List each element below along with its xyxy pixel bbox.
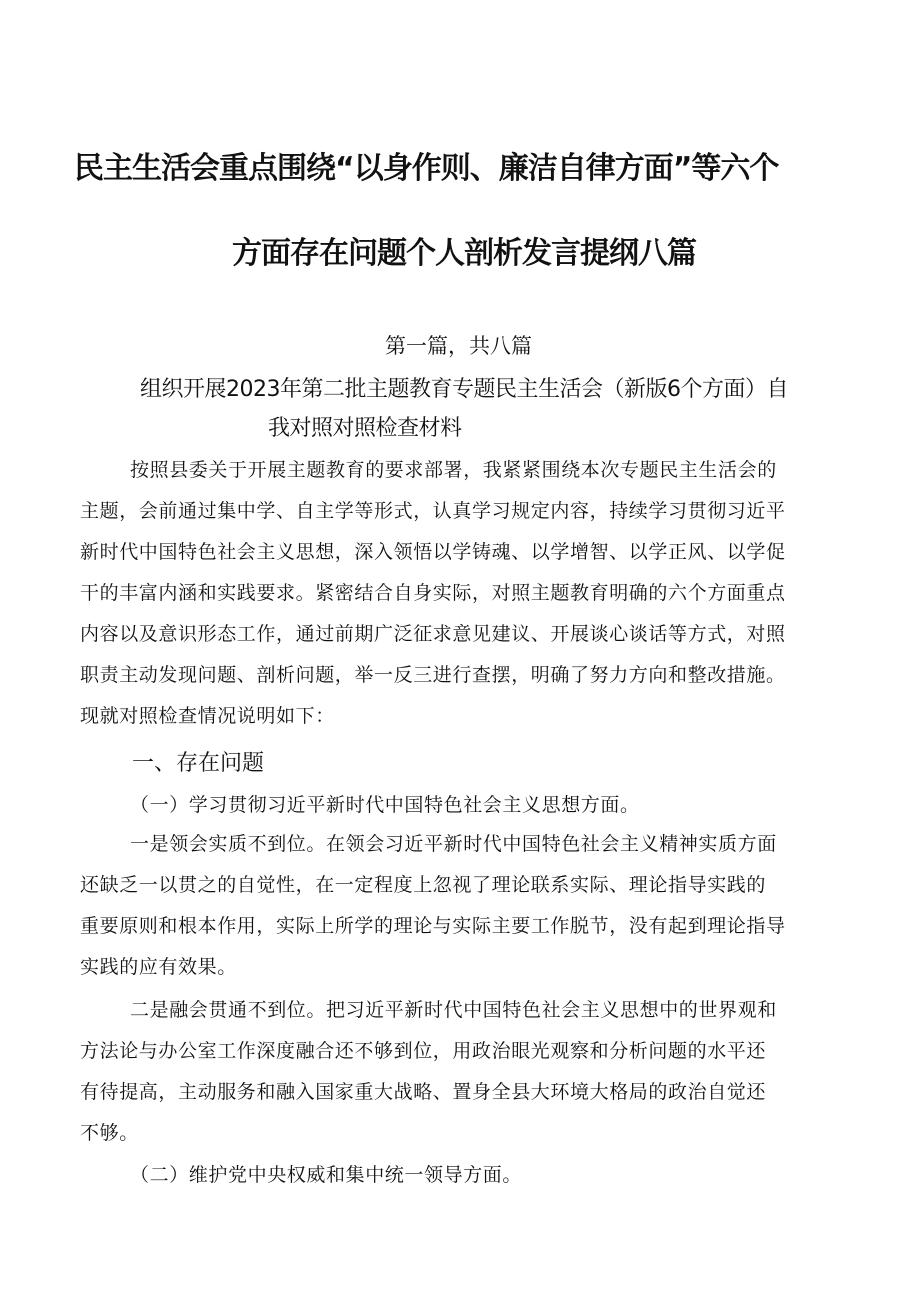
subsection-heading-1: （一）学习贯彻习近平新时代中国特色社会主义思想方面。 xyxy=(130,794,640,816)
intro-line-3: 新时代中国特色社会主义思想，深入领悟以学铸魂、以学增智、以学正风、以学促 xyxy=(80,541,786,563)
para2-line-3: 有待提高，主动服务和融入国家重大战略、置身全县大环境大格局的政治自觉还 xyxy=(80,1081,767,1103)
subtitle-line-2: 我对照对照检查材料 xyxy=(268,416,462,441)
para1-line-2: 还缺乏一以贯之的自觉性，在一定程度上忽视了理论联系实际、理论指导实践的 xyxy=(80,874,767,896)
document-title-line-2: 方面存在问题个人剖析发言提纲八篇 xyxy=(232,236,696,271)
part-heading: 第一篇，共八篇 xyxy=(385,334,532,358)
intro-line-2: 主题，会前通过集中学、自主学等形式，认真学习规定内容，持续学习贯彻习近平 xyxy=(80,500,786,522)
intro-line-1: 按照县委关于开展主题教育的要求部署，我紧紧围绕本次专题民主生活会的 xyxy=(130,459,777,481)
intro-line-6: 职责主动发现问题、剖析问题，举一反三进行查摆，明确了努力方向和整改措施。 xyxy=(80,664,786,686)
para2-line-1: 二是融会贯通不到位。把习近平新时代中国特色社会主义思想中的世界观和 xyxy=(130,999,777,1021)
para2-line-2: 方法论与办公室工作深度融合还不够到位，用政治眼光观察和分析问题的水平还 xyxy=(80,1040,767,1062)
para1-line-3: 重要原则和根本作用，实际上所学的理论与实际主要工作脱节，没有起到理论指导 xyxy=(80,915,786,937)
para1-line-1: 一是领会实质不到位。在领会习近平新时代中国特色社会主义精神实质方面 xyxy=(130,833,777,855)
subsection-heading-2: （二）维护党中央权威和集中统一领导方面。 xyxy=(130,1164,523,1186)
intro-line-7: 现就对照检查情况说明如下： xyxy=(80,705,335,727)
document-title-line-1: 民主生活会重点围绕“以身作则、廉洁自律方面”等六个 xyxy=(74,151,779,186)
section-heading-problems: 一、存在问题 xyxy=(132,751,265,776)
para1-line-4: 实践的应有效果。 xyxy=(80,956,237,978)
para2-line-4: 不够。 xyxy=(80,1122,139,1144)
intro-line-5: 内容以及意识形态工作，通过前期广泛征求意见建议、开展谈心谈话等方式，对照 xyxy=(80,623,786,645)
subtitle-line-1: 组织开展2023年第二批主题教育专题民主生活会（新版6个方面）自 xyxy=(140,377,788,402)
intro-line-4: 干的丰富内涵和实践要求。紧密结合自身实际，对照主题教育明确的六个方面重点 xyxy=(80,582,786,604)
